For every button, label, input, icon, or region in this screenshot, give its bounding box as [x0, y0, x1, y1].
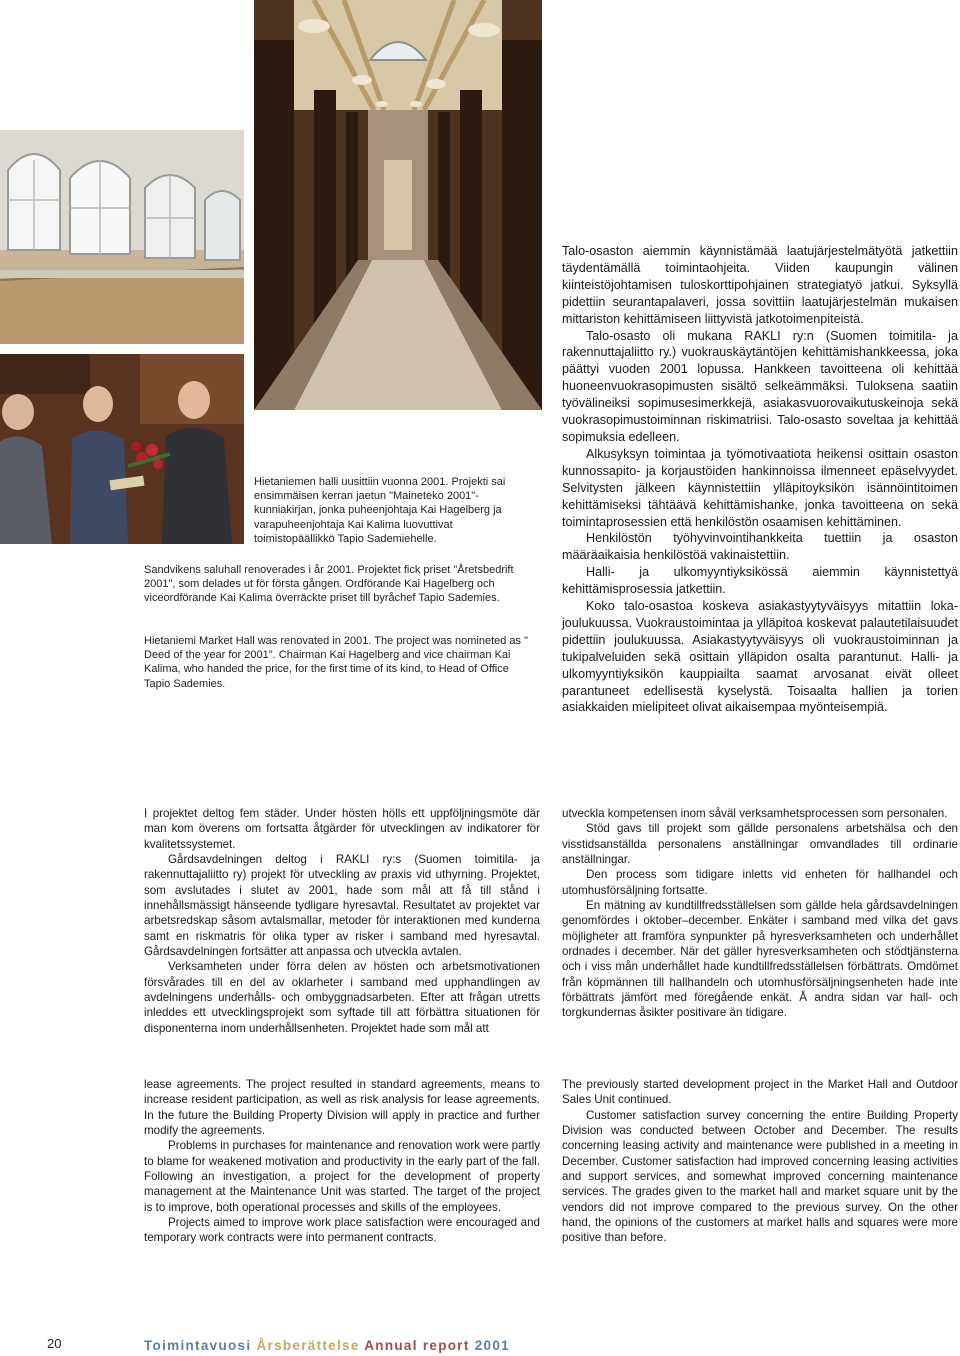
award-ceremony-illustration	[0, 354, 244, 544]
hall-interior-illustration	[0, 130, 244, 344]
sv-paragraph: Gårdsavdelningen deltog i RAKLI ry:s (Suomen toimitila- ja rakennuttajaliitto ry) projekt för utveckling av praxis vid uthyrning. Projektet, som avslutades i slutet av 2001, hade som mål att få till stånd i innehållsmässigt hänseende tydligare hyresavtal. Resultatet av projektet var arbetsredskap såsom avtalsmallar, metoder för interaktionen med kunderna samt en riskmatris för olika typer av risker i samband med hyresavtal. Gårdsavdelningen fortsätter att anpassa och utveckla avtalen.	[144, 853, 540, 959]
en-paragraph: Customer satisfaction survey concerning the entire Building Property Division was conducted between October and December. The results concerning leasing activity and maintenance were published in a meeting in December. Customer satisfaction had improved concerning leasing activities and support services, and somewhat improved concerning maintenance services. The grades given to the market hall and market square unit by the vendors did not improve compared to the previous survey. On the other hand, the opinions of the customers at market halls and squares were more positive than before.	[562, 1108, 958, 1245]
footer-title-swedish: Årsberättelse	[256, 1338, 360, 1353]
sv-paragraph: Den process som tidigare inletts vid enheten för hallhandel och utomhusförsäljning fortsatte.	[562, 868, 958, 897]
photo-caption-finnish: Hietaniemen halli uusittiin vuonna 2001. Projekti sai ensimmäisen kerran jaetun "Maineteko 2001"-kunniakirjan, jonka puheenjohtaja Kai Hagelberg ja varapuheenjohtaja Kai Kalima luovuttivat toimistopäällikkö Tapio Sademiehelle.	[254, 476, 506, 545]
english-text-column-right	[562, 1077, 958, 1246]
footer-title-finnish: Toimintavuosi	[144, 1338, 252, 1353]
photo-caption-swedish: Sandvikens saluhall renoverades i år 2001. Projektet fick priset "Åretsbedrift 2001", som delades ut för första gången. Ordförande Kai Hagelberg och viceordförande Kai Kalima överräckte priset till byråchef Tapio Sademies.	[144, 564, 514, 605]
fi-paragraph: Henkilöstön työhyvinvointihankkeita tuettiin ja osaston määräaikaisia henkilöstöä vakinaistettiin.	[562, 531, 958, 563]
swedish-text-column-left	[144, 806, 540, 1036]
fi-paragraph: Alkusyksyn toimintaa ja työmotivaatiota heikensi osittain osaston kunnossapito- ja korjaustöiden hankinnoissa ilmenneet epäselvyydet. Selvitysten jälkeen käynnistettiin ylläpitoyksikön isännöintitoimen kehittämiseksi tähtäävä kehittämishanke, jonka tavoitteena on sekä toimintaprosessien että henkilöstön osaamisen kehittäminen.	[562, 446, 958, 529]
sv-paragraph: Verksamheten under förra delen av hösten och arbetsmotivationen försvårades till en del av oklarheter i samband med upphandlingen av avdelningens underhålls- och ombyggnadsarbeten. Efter att frågan utretts inleddes ett utvecklingsprojekt som syftade till att förbättra situationen för disponenterna inom underhållsenheten. Projektet hade som mål att	[144, 960, 540, 1035]
photo-caption-english: Hietaniemi Market Hall was renovated in 2001. The project was nomineted as " Deed of the year for 2001". Chairman Kai Hagelberg and vice chairman Kai Kalima, who handed the price, for the first time of its kind, to Head of Office Tapio Sademies.	[144, 635, 529, 690]
corridor-illustration	[254, 0, 542, 410]
en-paragraph: Projects aimed to improve work place satisfaction were encouraged and temporary work contracts were into permanent contracts.	[144, 1216, 540, 1245]
footer-title-english: Annual report	[364, 1338, 470, 1353]
footer-report-title	[144, 1338, 510, 1353]
fi-paragraph: Koko talo-osastoa koskeva asiakastyytyväisyys mitattiin loka-joulukuussa. Vuokraustoimintaa ja ylläpitoa koskevat palautetilaisuudet pidettiin joulukuussa. Asiakastyytyväisyys oli vuokraustoiminnan ja tukipalveluiden sekä osittain ylläpidon osalta parantunut. Halli- ja ulkomyyntiyksikön kauppiailta saamat arvosanat eivät olleet parantuneet edellisestä kyselystä. Toisaalta hallien ja torien asiakkaiden mielipiteet olivat aikaisempaa myönteisempiä.	[562, 599, 958, 715]
fi-paragraph: Talo-osasto oli mukana RAKLI ry:n (Suomen toimitila- ja rakennuttajaliitto ry.) vuokrauskäytäntöjen kehittämishankkeessa, joka päättyi vuoden 2001 lopussa. Hankkeen tavoitteena oli kehittää huoneenvuokrasopimusten sisältö selkeämmäksi. Tuloksena saatiin työvälineiksi sopimusesimerkkejä, asiakasvuorovaikutuskeinoja sekä vuokrasopimustoiminnan riskimatriisi. Talo-osasto soveltaa ja kehittää sopimuksia edelleen.	[562, 328, 958, 444]
en-paragraph: Problems in purchases for maintenance and renovation work were partly to blame for weakened motivation and productivity in the early part of the fall. Following an investigation, a project for the development of property management at the Maintenance Unit was started. The target of the project is to improve, both operational processes and skills of the employees.	[144, 1139, 540, 1214]
finnish-text-column	[562, 243, 958, 716]
fi-paragraph: Halli- ja ulkomyyntiyksikössä aiemmin käynnistettyä kehittämisprosessia jatkettiin.	[562, 565, 958, 597]
page-number: 20	[47, 1336, 62, 1351]
en-paragraph: lease agreements. The project resulted in standard agreements, means to increase resident participation, as well as risk analysis for lease agreements. In the future the Building Property Division will apply in practice and further modify the agreements.	[144, 1078, 540, 1138]
market-hall-corridor-photo	[254, 0, 542, 410]
award-ceremony-photo	[0, 354, 244, 544]
footer-year: 2001	[474, 1338, 510, 1353]
sv-paragraph: utveckla kompetensen inom såväl verksamhetsprocessen som personalen.	[562, 807, 948, 820]
sv-paragraph: Stöd gavs till projekt som gällde personalens arbetshälsa och den visstidsanställda personalens anställningar omvandlades till ordinarie anställningar.	[562, 822, 958, 867]
swedish-text-column-right	[562, 806, 958, 1021]
fi-paragraph: Talo-osaston aiemmin käynnistämää laatujärjestelmätyötä jatkettiin täydentämällä toimintaohjeita. Viiden kaupungin välinen kiinteistöjohtamisen tuloskorttipohjainen strategiatyö jatkui. Syksyllä pidettiin seurantapalaveri, jossa sovittiin laatujärjestelmän mukaisen mittariston kehittämiseen liittyvistä jatkotoimenpiteistä.	[562, 244, 958, 326]
sv-paragraph: En mätning av kundtillfredsställelsen som gällde hela gårdsavdelningen genomfördes i oktober–december. Enkäter i samband med vilka det gavs möjligheter att framföra synpunkter på hyresverksamheten och underhållet ordnades i december. När det gäller hyresverksamheten och stödtjänsterna och i viss mån underhållet hade kundtillfredsställelsen förbättrats. Omdömet från köpmännen till hallhandeln och utomhusförsäljningsenheten hade inte förbättrats jämfört med föregående enkät. Å andra sidan var hall- och torgkundernas åsikter positivare än tidigare.	[562, 899, 958, 1020]
english-text-column-left	[144, 1077, 540, 1246]
hall-interior-photo	[0, 130, 244, 344]
en-paragraph: The previously started development project in the Market Hall and Outdoor Sales Unit continued.	[562, 1078, 958, 1107]
sv-paragraph: I projektet deltog fem städer. Under hösten hölls ett uppföljningsmöte där man kom överens om fortsatta åtgärder för utvecklingen av indikatorer för kvalitetssystemet.	[144, 807, 540, 851]
